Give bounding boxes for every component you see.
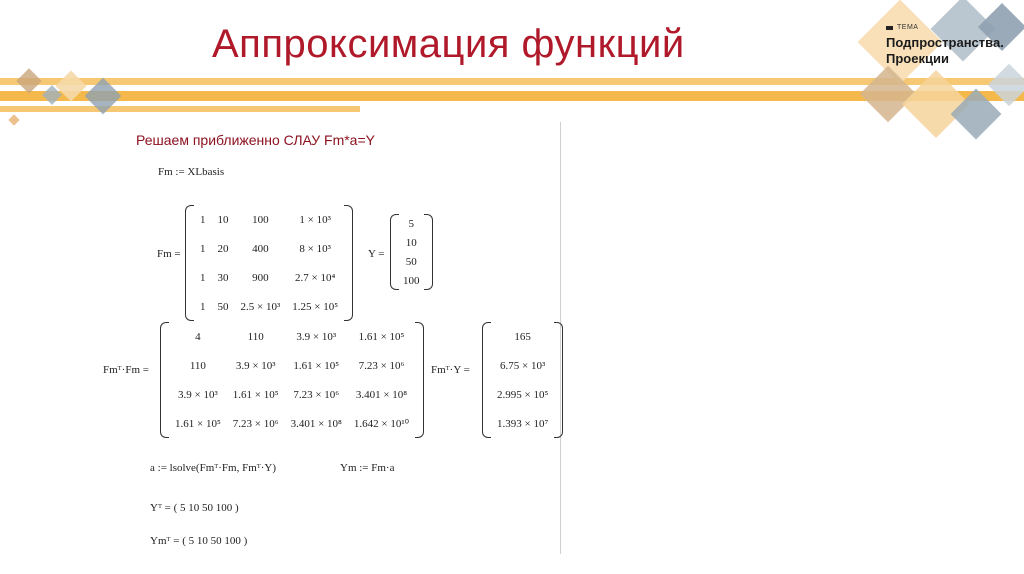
table-row [194, 234, 344, 263]
ftf-label: Fmᵀ·Fm = [103, 364, 149, 376]
solve-statement: a := lsolve(Fmᵀ·Fm, Fmᵀ·Y) [150, 462, 277, 474]
fm-cell: 8 × 10³ [299, 242, 331, 255]
fty-cell: 1.393 × 10⁷ [497, 417, 549, 430]
ftf-cell: 3.401 × 10⁸ [290, 417, 342, 430]
fm-cell: 50 [217, 300, 229, 313]
ftf-cell: 1.61 × 10⁵ [358, 330, 405, 343]
fty-cell: 165 [514, 330, 531, 343]
fty-cell: 6.75 × 10³ [500, 359, 546, 372]
table-row [399, 271, 424, 290]
ftf-table [169, 322, 415, 438]
assign-fm: Fm := XLbasis [158, 166, 225, 178]
left-bracket [390, 214, 399, 290]
table-row [399, 252, 424, 271]
ym-transpose: Ymᵀ = ( 5 10 50 100 ) [150, 535, 248, 547]
ftf-cell: 3.9 × 10³ [235, 359, 276, 372]
ftf-cell: 4 [195, 330, 201, 343]
ftf-cell: 3.401 × 10⁸ [355, 388, 408, 401]
ftf-cell: 7.23 × 10⁶ [358, 359, 405, 372]
ftf-cell: 7.23 × 10⁶ [232, 417, 279, 430]
fm-cell: 400 [252, 242, 269, 255]
table-row [491, 409, 554, 438]
fm-cell: 20 [217, 242, 229, 255]
y-label: Y = [368, 248, 385, 260]
fm-cell: 1 [200, 300, 206, 313]
table-row [491, 351, 554, 380]
right-bracket [424, 214, 433, 290]
fm-cell: 1 [200, 242, 206, 255]
fty-label: Fmᵀ·Y = [431, 364, 470, 376]
ftf-cell: 1.642 × 10¹⁰ [353, 418, 410, 430]
ftf-cell: 7.23 × 10⁶ [293, 388, 340, 401]
fm-cell: 2.7 × 10⁴ [295, 271, 336, 284]
table-row [169, 409, 415, 438]
topic-tag-label: ТЕМА [897, 24, 919, 31]
ftf-cell: 1.61 × 10⁵ [175, 417, 221, 430]
ftf-cell: 1.61 × 10⁵ [232, 388, 279, 401]
table-row [169, 351, 415, 380]
fty-cell: 2.995 × 10⁵ [497, 388, 549, 401]
fm-matrix [185, 205, 353, 321]
right-bracket [554, 322, 563, 438]
y-table [399, 214, 424, 290]
fm-cell: 1.25 × 10⁵ [292, 300, 339, 313]
right-diamonds [858, 0, 1024, 139]
fm-cell: 900 [252, 271, 269, 284]
y-cell: 50 [405, 255, 417, 268]
fm-cell: 1 × 10³ [299, 213, 331, 226]
y-cell: 10 [405, 236, 417, 249]
fty-table [491, 322, 554, 438]
topic-marker-icon [886, 26, 893, 30]
table-row [491, 322, 554, 351]
table-row [169, 380, 415, 409]
ftf-cell: 3.9 × 10³ [296, 330, 337, 343]
table-row [169, 322, 415, 351]
table-row [194, 205, 344, 234]
y-cell: 5 [408, 217, 414, 230]
right-bracket [415, 322, 424, 438]
slide-subtitle: Решаем приближенно СЛАУ Fm*a=Y [136, 132, 375, 148]
ftf-cell: 110 [189, 359, 206, 372]
left-bracket [482, 322, 491, 438]
y-transpose: Yᵀ = ( 5 10 50 100 ) [150, 502, 239, 514]
topic-tag [886, 24, 1016, 31]
orange-stripe-bottom [0, 106, 360, 112]
topic-block [886, 24, 1016, 67]
fty-vector [482, 322, 563, 438]
fm-cell: 30 [217, 271, 229, 284]
table-row [491, 380, 554, 409]
fm-cell: 1 [200, 271, 206, 284]
table-row [399, 233, 424, 252]
table-row [194, 292, 344, 321]
slide-title: Аппроксимация функций [212, 22, 685, 66]
right-bracket [344, 205, 353, 321]
topic-name: Подпространства. Проекции [886, 35, 1004, 66]
fm-table [194, 205, 344, 321]
table-row [399, 214, 424, 233]
fm-cell: 10 [217, 213, 229, 226]
y-vector [390, 214, 433, 290]
fm-cell: 100 [252, 213, 269, 226]
table-row [194, 263, 344, 292]
ftf-cell: 3.9 × 10³ [178, 388, 218, 401]
ftf-matrix [160, 322, 424, 438]
y-cell: 100 [403, 274, 420, 287]
left-bracket [185, 205, 194, 321]
left-bracket [160, 322, 169, 438]
ftf-cell: 110 [247, 330, 264, 343]
fm-label: Fm = [157, 248, 181, 260]
fm-cell: 1 [200, 213, 206, 226]
fm-cell: 2.5 × 10³ [240, 300, 281, 313]
ftf-cell: 1.61 × 10⁵ [293, 359, 340, 372]
ym-assign: Ym := Fm·a [340, 462, 395, 474]
